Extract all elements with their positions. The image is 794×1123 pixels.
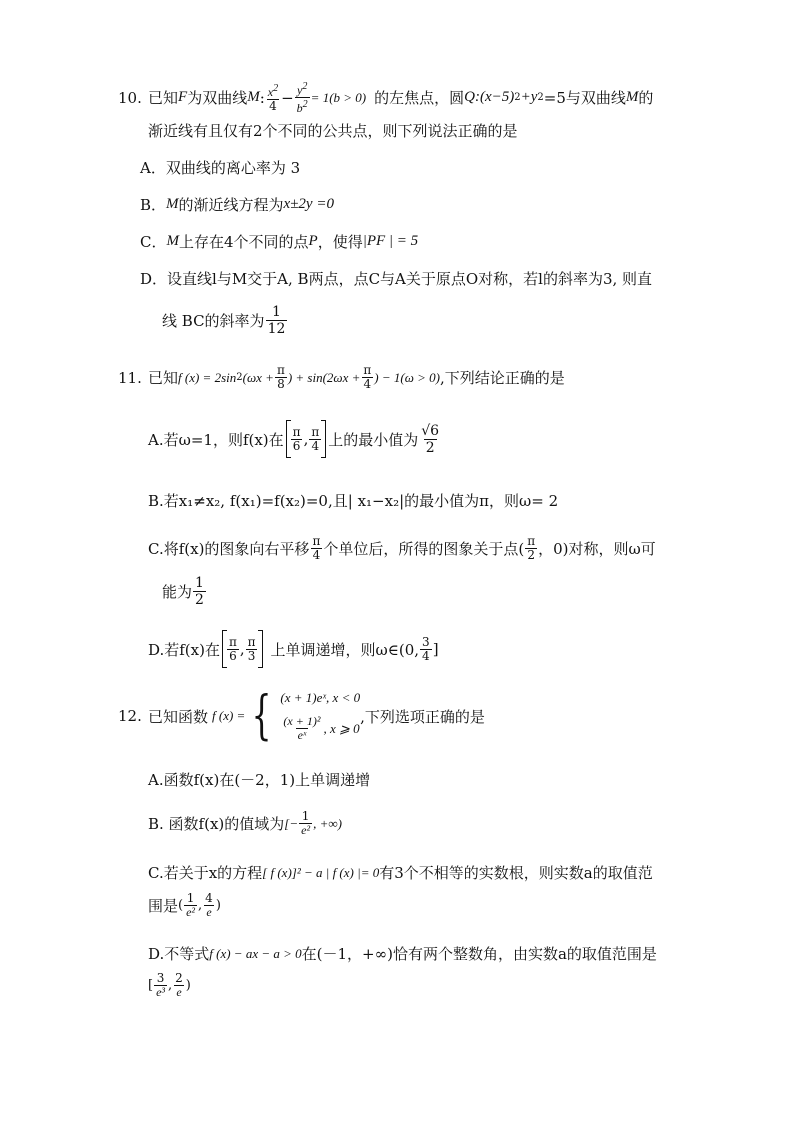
q11-a-min [419,423,441,456]
q10-d-text: 线 BC的斜率为 [162,312,265,330]
q10-y: y [297,83,303,97]
q12-c2-close: ) [215,898,221,913]
q11-fx: f (x) = 2sin [178,369,237,385]
q12-c-text: 有3个不相等的实数根，则实数a的取值范 [379,864,653,882]
q10-b-text: 的渐近线方程为 [178,196,284,214]
q10-colon: : [259,88,265,107]
q12-fx: f (x) = [212,708,246,723]
q11-c-text: C.将f(x)的图象向右平移 [148,540,310,558]
q11-c-frac2 [525,535,537,562]
q12-d-text: D.不等式 [148,945,210,963]
q10-option-a: A．双曲线的离心率为 3 [140,159,301,177]
q12-d-eq: f (x) − ax − a > 0 [209,945,302,961]
q11-text: 已知 [148,369,179,387]
q10-text: 的左焦点，圆 [374,89,465,107]
q11-frac-pi8 [275,364,287,391]
q10-c-P: P [308,233,318,249]
q10-c-text: 上存在4个不同的点 [178,233,309,251]
q11-number: 11. [118,368,142,387]
q10-option-d-line2 [162,304,288,337]
q12-case2-den: eˣ [297,728,307,742]
q10-b-eq: x±2y =0 [283,196,334,212]
q11-a-sqrt: √6 [421,422,440,439]
q12-c2-4: 4 [205,891,213,905]
q11-d-frac3 [420,636,432,663]
q11-d-d: 4 [422,648,430,663]
q12-c2-frac1 [184,892,197,919]
q10-eq-tail: = 1(b > 0) [310,89,367,105]
q10-M: M [625,89,639,105]
q12-option-d-line2 [148,972,191,999]
q12-c-text: C.若关于x的方程 [148,864,263,882]
q11-c-text: ，0)对称，则ω可 [538,540,656,558]
q12-b-1: 1 [301,809,310,823]
q11-option-c-line2 [162,575,207,608]
q10-b-label: B． [140,196,167,214]
q11-option-d [148,630,439,668]
q12-d2-3: 3 [156,971,165,985]
q12-case2 [280,715,360,742]
q10-text: 已知 [148,89,179,107]
q11-c-2: 2 [527,548,535,562]
q12-brace: { [251,686,272,746]
q10-four: 4 [269,99,277,113]
q10-option-d: D．设直线l与M交于A, B两点，点C与A关于原点O对称，若l的斜率为3, 则直 [140,270,653,288]
q11-a-6: 6 [292,438,301,453]
q11-a-pi: π [292,424,301,439]
q12-number: 12. [118,707,142,725]
q12-c2-open: ( [178,898,184,913]
q11-d-pi: π [247,634,256,649]
q12-c2-frac2 [203,892,215,919]
q11-line1 [118,364,565,391]
q12-b-text: B. 函数f(x)的值域为 [148,815,285,833]
q11-c-pi2: π [527,534,536,548]
q12-d2-open: [ [148,978,154,993]
q10-x: x [267,85,274,99]
q10-d-num: 1 [272,304,281,320]
q12-text: ,下列选项正确的是 [360,707,485,726]
q10-text: 与双曲线 [565,89,626,107]
q12-d-text: 在(－1，+∞)恰有两个整数角，由实数a的取值范围是 [301,945,657,963]
q10-F: F [178,89,188,105]
q10-d-den: 12 [267,321,286,337]
q12-cases [280,690,360,742]
q10-c-eq: |PF | = 5 [362,233,419,249]
q12-d2-comma: , [168,978,173,993]
q11-frac-pi4 [361,364,373,391]
q11-a-text: 上的最小值为 [328,430,419,449]
q10-minus: − [281,88,294,107]
q12-option-a: A.函数f(x)在(－2，1)上单调递增 [148,771,371,789]
q11-a-frac2 [309,426,321,453]
q12-case2-frac [281,715,322,742]
q12-d2-frac1 [154,972,167,999]
q12-piecewise [245,686,361,746]
q10-d-frac [266,304,288,337]
q12-d2-2: 2 [175,971,183,985]
q11-d-6: 6 [229,648,237,663]
q10-circle-5: =5 [543,88,566,107]
q10-line1: 10. 已知 F 为双曲线 M : $\frac{x^2}{4}$ − $\frac{y^2}{b^2}$ = 1(b > 0) 的左焦点，圆 Q:(x−5) 2 +y 2 =5 与双曲线 M 的 [118,81,654,115]
q11-a-text: A.若ω=1，则f(x)在 [148,430,284,449]
q10-frac-x: $\frac{x^2}{4}$ [267,83,279,113]
q11-option-a [148,420,442,458]
q11-a-2: 2 [425,439,435,456]
q12-d2-close: ) [185,978,191,993]
q11-tail: ) − 1(ω > 0) [374,369,441,385]
q10-text: 为双曲线 [187,89,248,107]
q11-option-c [148,535,656,562]
q12-case1: (x + 1)eˣ, x < 0 [280,690,361,705]
q12-c2-text: 围是 [148,897,179,915]
q11-c-frac1 [310,535,322,562]
q11-mid: ) + sin(2ωx + [287,369,361,385]
q11-d-comma: , [239,640,245,658]
q12-b-open: [− [284,815,299,831]
q12-b-frac [299,810,312,837]
q11-pi: π [363,363,372,377]
q12-text: 已知函数 [148,707,209,726]
q11-a-pi: π [311,424,320,439]
q11-c2-frac [193,575,206,608]
q12-c2-comma: , [198,898,203,913]
q11-a-interval [286,420,327,458]
q10-number: 10. [118,88,142,107]
q10-frac-y: $\frac{y^2}{b^2}$ [296,81,308,115]
q11-sq: 2 [236,372,243,383]
q11-d-interval [222,630,263,668]
q10-b: b [296,101,303,115]
q11-arg1: (ωx + [242,369,274,385]
q12-case2-num: (x + 1)² [283,714,321,728]
q11-four: 4 [363,377,372,391]
q10-option-b [140,194,334,215]
q10-circle-eq: Q:(x−5) [464,89,515,105]
q12-d2-e3: e³ [156,985,166,999]
q12-option-b [148,810,342,837]
q11-c2-text: 能为 [162,583,193,601]
q12-c2-1: 1 [186,891,195,905]
q12-option-c [148,862,653,883]
q12-case2-tail: , x ⩾ 0 [323,720,360,736]
q10-c-M: M [166,233,179,249]
q11-d-text: D.若f(x)在 [148,640,220,659]
q11-d-n: 3 [422,634,430,649]
q11-text: ,下列结论正确的是 [440,369,565,387]
q12-option-c-line2 [148,892,221,919]
q12-b-e2: e² [301,823,311,837]
q12-c2-e: e [206,905,212,919]
q11-option-b: B.若x₁≠x₂, f(x₁)=f(x₂)=0,且| x₁−x₂|的最小值为π，则ω= 2 [148,492,559,510]
q12-c-eq: [ f (x)]² − a | f (x) |= 0 [262,864,380,880]
q11-d-pi: π [228,634,237,649]
q12-d2-e: e [176,985,182,999]
q11-a-4: 4 [311,438,320,453]
q11-c-4: 4 [312,548,321,562]
q12-line1 [118,686,485,746]
q10-c-label: C． [140,233,167,251]
q11-d-frac2 [246,636,258,663]
q10-option-c [140,231,418,252]
q11-d-close: ] [432,640,439,658]
q11-c2-1: 1 [195,575,204,591]
q10-text: 的 [638,89,654,107]
q11-c-pi: π [312,534,321,548]
q11-pi: π [276,363,285,377]
q11-c2-2: 2 [195,592,204,608]
q11-d-text: 上单调递增，则ω∈(0, [270,640,420,659]
q10-circle-y: +y [520,89,538,105]
q10-M: M [247,89,260,105]
q11-a-comma: , [303,430,309,448]
q12-d2-frac2 [173,972,185,999]
q11-eight: 8 [277,377,285,391]
q10-c-text: ，使得 [317,233,363,251]
q12-c2-e2: e² [186,905,196,919]
q11-d-3: 3 [247,648,256,663]
q11-d-frac1 [227,636,239,663]
q11-a-frac1 [291,426,303,453]
q10-b-M: M [166,196,179,212]
q12-option-d [148,943,657,964]
q12-b-tail: , +∞) [313,815,342,831]
q11-c-text: 个单位后，所得的图象关于点( [323,540,525,558]
q10-line2: 渐近线有且仅有2个不同的公共点，则下列说法正确的是 [148,122,518,140]
